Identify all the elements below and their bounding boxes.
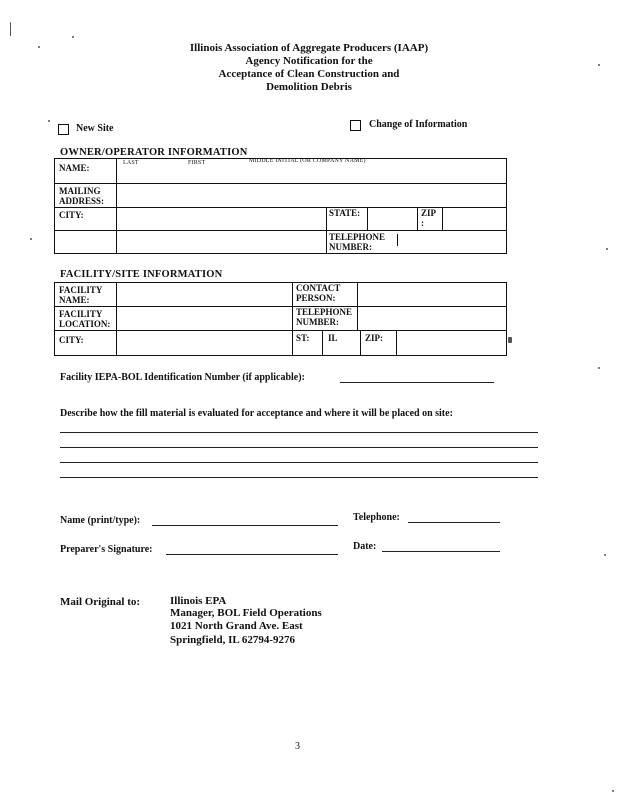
describe-line-3[interactable] — [60, 462, 538, 463]
change-info-label: Change of Information — [369, 119, 468, 130]
owner-city-field[interactable] — [118, 209, 324, 229]
owner-zip-label: ZIP : — [421, 208, 436, 228]
owner-city-label: CITY: — [59, 210, 84, 220]
form-title-line-2: Agency Notification for the — [245, 55, 373, 67]
new-site-label: New Site — [76, 123, 114, 134]
date-field[interactable] — [382, 551, 500, 552]
form-title-line-3: Acceptance of Clean Construction and — [218, 68, 400, 80]
form-title-line-1: Illinois Association of Aggregate Producers (IAAP) — [189, 42, 429, 54]
owner-zip-field[interactable] — [444, 209, 504, 229]
owner-section-heading: OWNER/OPERATOR INFORMATION — [60, 147, 248, 158]
date-label: Date: — [353, 541, 377, 552]
describe-label: Describe how the fill material is evaluated for acceptance and where it will be placed on site: — [60, 408, 453, 419]
facility-id-field[interactable] — [340, 382, 494, 383]
facility-location-label: FACILITY LOCATION: — [59, 309, 111, 329]
owner-name-field[interactable] — [118, 168, 504, 182]
facility-name-label: FACILITY NAME: — [59, 285, 103, 305]
facility-name-field[interactable] — [118, 284, 290, 304]
owner-last-caption: LAST — [123, 160, 139, 166]
owner-mailing-address-label: MAILING ADDRESS: — [59, 186, 105, 206]
facility-id-label: Facility IEPA-BOL Identification Number (if applicable): — [60, 372, 305, 383]
new-site-checkbox[interactable] — [58, 124, 69, 135]
telephone-field[interactable] — [408, 522, 500, 523]
owner-name-label: NAME: — [59, 163, 90, 173]
page-number: 3 — [295, 741, 300, 752]
mail-original-label: Mail Original to: — [60, 596, 141, 608]
mail-address-line-1: Illinois EPA — [170, 595, 227, 607]
form-title-line-4: Demolition Debris — [266, 81, 352, 93]
facility-telephone-label: TELEPHONE NUMBER: — [296, 307, 353, 327]
preparer-signature-label: Preparer's Signature: — [60, 544, 153, 555]
owner-first-caption: FIRST — [188, 160, 206, 166]
describe-line-4[interactable] — [60, 477, 538, 478]
facility-telephone-field[interactable] — [359, 308, 504, 328]
facility-section-heading: FACILITY/SITE INFORMATION — [60, 269, 223, 280]
mail-address-line-3: 1021 North Grand Ave. East — [170, 620, 303, 632]
describe-line-1[interactable] — [60, 432, 538, 433]
owner-middle-caption: MIDDLE INITIAL (OR COMPANY NAME) — [249, 158, 366, 164]
facility-location-field[interactable] — [118, 308, 290, 328]
owner-state-label: STATE: — [329, 208, 361, 218]
facility-state-label: ST: — [296, 333, 310, 343]
facility-zip-field[interactable] — [398, 332, 504, 353]
owner-telephone-label: TELEPHONE NUMBER: — [329, 232, 386, 252]
facility-city-field[interactable] — [118, 332, 290, 353]
owner-state-field[interactable] — [369, 209, 415, 229]
facility-contact-field[interactable] — [359, 284, 504, 304]
name-print-field[interactable] — [152, 525, 338, 526]
describe-line-2[interactable] — [60, 447, 538, 448]
mail-address-line-4: Springfield, IL 62794-9276 — [170, 634, 295, 646]
change-info-checkbox[interactable] — [350, 120, 361, 131]
facility-contact-label: CONTACT PERSON: — [296, 283, 341, 303]
owner-mailing-address-field[interactable] — [118, 185, 504, 205]
facility-state-value: IL — [328, 333, 338, 343]
facility-zip-label: ZIP: — [365, 333, 383, 343]
facility-city-label: CITY: — [59, 335, 84, 345]
owner-telephone-field[interactable] — [400, 232, 504, 252]
telephone-label: Telephone: — [353, 512, 400, 523]
preparer-signature-field[interactable] — [166, 554, 338, 555]
name-print-label: Name (print/type): — [60, 515, 141, 526]
mail-address-line-2: Manager, BOL Field Operations — [170, 607, 322, 619]
